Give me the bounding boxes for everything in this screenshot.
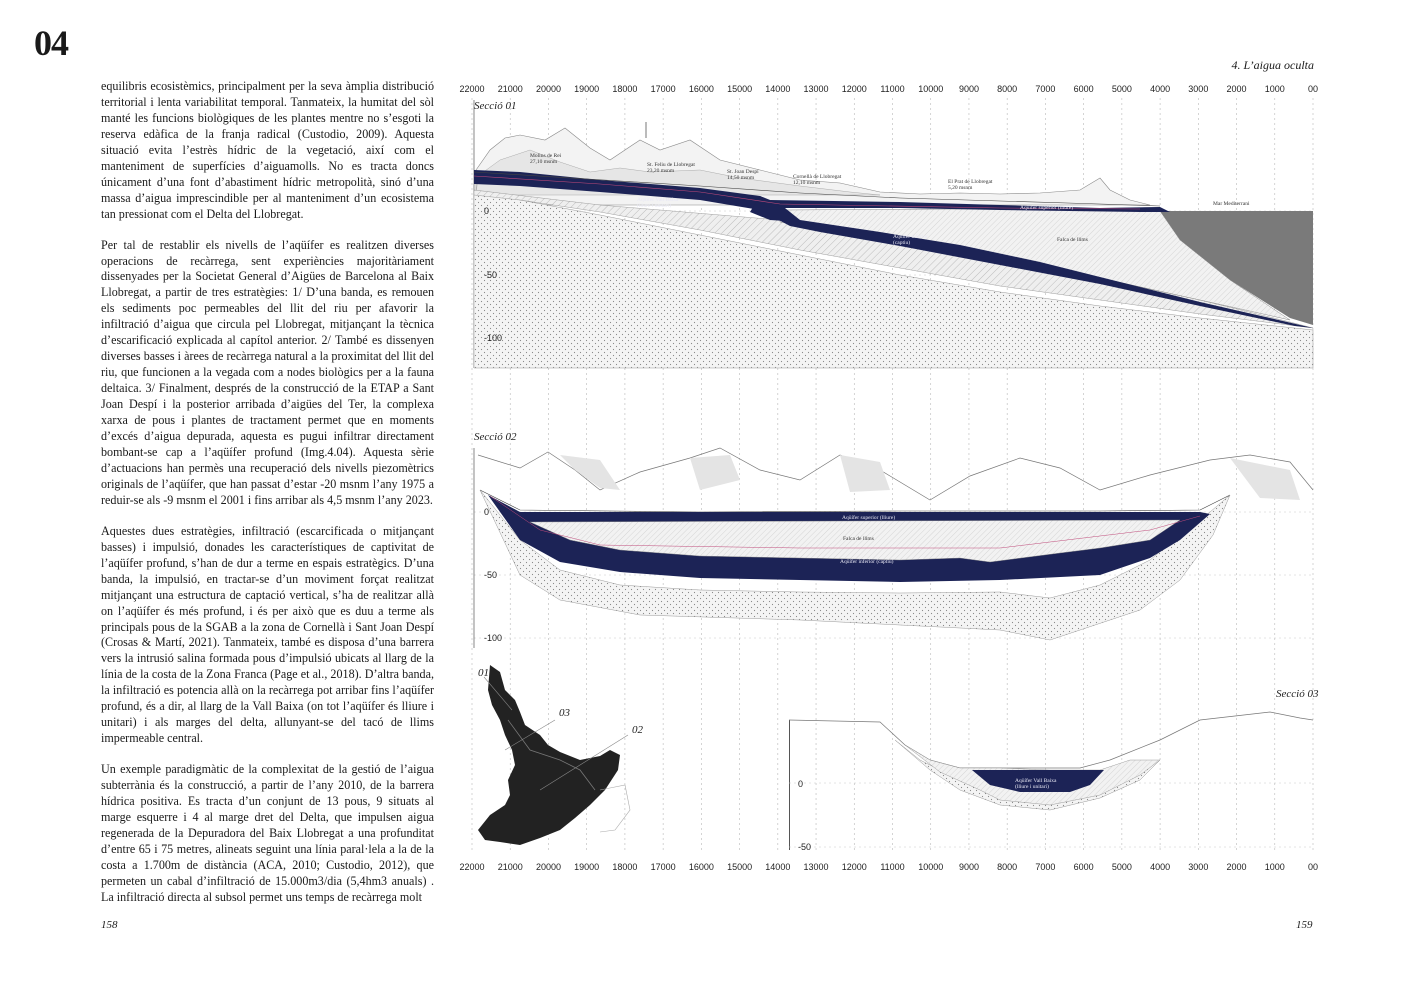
section-01-label: Secció 01 bbox=[474, 100, 517, 112]
depth-tick: -100 bbox=[484, 333, 503, 343]
section-02-label: Secció 02 bbox=[474, 431, 517, 443]
distance-tick-label: 22000 bbox=[459, 862, 485, 872]
distance-tick-label: 11000 bbox=[880, 84, 905, 94]
section-frame bbox=[789, 720, 790, 850]
distance-tick-label: 17000 bbox=[650, 862, 676, 872]
map-label: 02 bbox=[632, 724, 643, 736]
paragraph: equilibris ecosistèmics, principalment per la seva àmplia distribució territorial i lenta variabilitat temporal. Tanmateix, la humitat del sòl manté les funcions biològiques de les plantes mentre no s’esgoti la reserva edàfica de la franja radical (Custodio, 2009). Aquesta situació evita l’estrès hídric de la vegetació, així com el manteniment de superfícies d’aiguamolls. No es tracta doncs únicament d’una font d’abastiment hídric metropolità, sinó d’una massa d’aigua imprescindible per al manteniment d’un ecosistema tan pressionat com el Delta del Llobregat. bbox=[101, 79, 434, 221]
sea-label: Mar Mediterrani bbox=[1213, 201, 1250, 207]
aquifer-label: Aqüífer superior (lliure) bbox=[842, 515, 896, 521]
coast-outline bbox=[600, 785, 630, 832]
distance-tick-label: 7000 bbox=[1035, 862, 1056, 872]
place-name: St. Feliu de Llobregat bbox=[647, 162, 695, 168]
distance-tick-label: 13000 bbox=[803, 84, 829, 94]
distance-tick-label: 20000 bbox=[535, 84, 561, 94]
page-number-right: 159 bbox=[1296, 919, 1313, 931]
section-03-label: Secció 03 bbox=[1276, 688, 1319, 700]
distance-tick-label: 12000 bbox=[841, 84, 867, 94]
depth-tick: -50 bbox=[484, 270, 498, 280]
distance-tick-label: 10000 bbox=[918, 84, 944, 94]
aquifer-label: Aqüífer inferior (captiu) bbox=[840, 559, 894, 565]
aquifer-label: Aqüífer Vall Baixa bbox=[637, 197, 679, 203]
map-label: 01 bbox=[478, 667, 489, 679]
distance-tick-label: 21000 bbox=[497, 84, 523, 94]
distance-tick-label: 19000 bbox=[574, 84, 600, 94]
topography bbox=[789, 712, 1313, 768]
paragraph: Per tal de restablir els nivells de l’aqüífer es realitzen diverses operacions de recàrrega, sent experiències majoritàriament dissenyades per la Societat General d’Aigües de Barcelona al Baix Llobregat, a partir de tres estratègies: 1/ D’una banda, es remouen els sediments poc permeables del llit del riu per afavorir la infiltració d’aigua que circula pel Llobregat, mitjançant la tècnica d’escarificació explicada al capítol anterior. 2/ També es dissenyen diverses basses i àrees de recàrrega natural a la proximitat del llit del riu, que funcionen a la vegada com a nodes biològics per a la fauna deltaica. 3/ Finalment, després de la construcció de la ETAP a Sant Joan Despí i la posterior arribada d’aigües del Ter, la complexa xarxa de pous i plantes de tractament permet que en moments d’excés d’aigua depurada, aquesta es pugui infiltrar directament bombant-se cap a l’aqüífer profund (Img.4.04). Aquesta sèrie d’actuacions han permès una recuperació dels nivells piezomètrics originals de l’aqüífer, que han passat d’estar -20 msnm l’any 1975 a reduir-se als -9 msnm el 2001 i fins arribar als 4,5 msnm l’any 2023. bbox=[101, 237, 434, 507]
map-label: 03 bbox=[559, 707, 570, 719]
depth-tick: 0 bbox=[484, 507, 490, 517]
distance-axis-top bbox=[459, 84, 1318, 94]
place-elevation: 23,20 msnm bbox=[647, 168, 675, 174]
hill-shade bbox=[690, 455, 740, 490]
distance-tick-label: 00 bbox=[1307, 862, 1319, 872]
hill-shade bbox=[840, 455, 890, 492]
distance-tick-label: 16000 bbox=[688, 862, 714, 872]
distance-tick-label: 20000 bbox=[535, 862, 561, 872]
distance-tick-label: 8000 bbox=[997, 84, 1018, 94]
aquifer-label-sub: (lliure i unitari) bbox=[637, 203, 671, 209]
section-title: 4. L’aigua oculta bbox=[1231, 58, 1314, 72]
distance-tick-label: 14000 bbox=[765, 862, 791, 872]
depth-tick: -50 bbox=[798, 842, 812, 852]
paragraph: Un exemple paradigmàtic de la complexitat de la gestió de l’aigua subterrània és la construcció, a partir de l’any 2010, de la barrera hídrica positiva. Es tracta d’un conjunt de 13 pous, 9 situats al marge esquerre i 4 al marge dret del Delta, que impulsen aigua regenerada de la Depuradora del Baix Llobregat a una profunditat d’entre 65 i 75 metres, alineats seguint una línia paral·lela a la de la costa a 1.700m de distància (ACA, 2010; Custodio, 2012), que permeten un cabal d’infiltració de 15.000m3/dia (5,4hm3 anuals) . La infiltració directa al subsol permet uns temps de recàrrega molt bbox=[101, 762, 434, 904]
distance-tick-label: 18000 bbox=[612, 862, 638, 872]
distance-tick-label: 14000 bbox=[765, 84, 791, 94]
distance-tick-label: 4000 bbox=[1150, 862, 1171, 872]
distance-tick-label: 6000 bbox=[1073, 862, 1094, 872]
distance-tick-label: 00 bbox=[1307, 84, 1319, 94]
paragraph: Aquestes dues estratègies, infiltració (escarcificada o mitjançant basses) i impulsió, donades les característiques de captivitat de l’aqüífer profund, s’han de dur a terme en espais estratègics. D’una banda, la impulsió, en tractar-se d’un moviment forçat realitzat mitjançant una estructura de captació vertical, s’ha de realitzar allà on l’aqüífer és més profund, i és per això que es duu a terme als principals pous de la SGAB a la zona de Cornellà i Sant Joan Despí (Crosas & Martí, 2021). Tanmateix, també es disposa d’una barrera vers la intrusió salina formada pous d’impulsió ubicats al llarg de la línia de la costa de la Zona Franca (Page et al., 2018). D’altra banda, la infiltració es potencia allà on la recàrrega pot arribar fins l’aqüífer profund, és a dir, al llarg de la Vall Baixa (on tot l’aqüífer és lliure i unitari) i als marges del delta, allunyant-se del tacó de llims impermeable central. bbox=[101, 523, 434, 746]
distance-tick-label: 5000 bbox=[1111, 84, 1132, 94]
distance-tick-label: 5000 bbox=[1111, 862, 1132, 872]
aquifer-label: Aqüífer superior (lliure) bbox=[1020, 205, 1074, 211]
distance-tick-label: 15000 bbox=[727, 84, 753, 94]
distance-tick-label: 2000 bbox=[1226, 84, 1247, 94]
place-name: El Prat de Llobregat bbox=[948, 179, 993, 185]
location-map bbox=[478, 665, 644, 845]
ground-surface bbox=[480, 490, 1230, 512]
distance-tick-label: 10000 bbox=[918, 862, 944, 872]
section-01 bbox=[474, 100, 1313, 368]
aquifer-label: Aqüífer inferior bbox=[893, 234, 928, 240]
distance-tick-label: 18000 bbox=[612, 84, 638, 94]
page-number-left: 158 bbox=[101, 919, 118, 931]
distance-tick-label: 6000 bbox=[1073, 84, 1094, 94]
distance-tick-label: 21000 bbox=[497, 862, 523, 872]
chapter-number: 04 bbox=[34, 23, 68, 63]
depth-tick: -50 bbox=[484, 570, 498, 580]
distance-tick-label: 9000 bbox=[958, 862, 979, 872]
distance-tick-label: 17000 bbox=[650, 84, 676, 94]
distance-tick-label: 1000 bbox=[1264, 84, 1285, 94]
aquifer-label-sub: (lliure i unitari) bbox=[1015, 784, 1049, 790]
silt-wedge-label: Falca de llims bbox=[1057, 237, 1088, 243]
distance-tick-label: 11000 bbox=[880, 862, 905, 872]
delta-map bbox=[478, 665, 620, 845]
section-02 bbox=[474, 431, 1313, 648]
distance-tick-label: 15000 bbox=[727, 862, 753, 872]
depth-tick: 0 bbox=[798, 779, 804, 789]
distance-tick-label: 3000 bbox=[1188, 862, 1209, 872]
distance-tick-label: 9000 bbox=[958, 84, 979, 94]
distance-tick-label: 16000 bbox=[688, 84, 714, 94]
distance-tick-label: 1000 bbox=[1264, 862, 1285, 872]
silt-wedge-label: Falca de llims bbox=[843, 536, 874, 542]
depth-tick: -100 bbox=[484, 633, 503, 643]
place-name: Molins de Rei bbox=[530, 153, 562, 159]
section-03 bbox=[789, 688, 1319, 852]
place-elevation: 27,10 msnm bbox=[530, 159, 558, 165]
place-name: Cornellà de Llobregat bbox=[793, 174, 842, 180]
hill-shade bbox=[560, 455, 620, 490]
place-elevation: 5,20 msnm bbox=[948, 185, 973, 191]
distance-tick-label: 22000 bbox=[459, 84, 485, 94]
distance-tick-label: 2000 bbox=[1226, 862, 1247, 872]
place-elevation: 14,50 msnm bbox=[727, 175, 755, 181]
aquifer-label: Aqüífer Vall Baixa bbox=[1015, 778, 1057, 784]
distance-tick-label: 13000 bbox=[803, 862, 829, 872]
distance-axis-bottom bbox=[459, 862, 1318, 872]
place-elevation: 12,10 msnm bbox=[793, 180, 821, 186]
distance-tick-label: 3000 bbox=[1188, 84, 1209, 94]
aquifer-label-sub: (captiu) bbox=[893, 240, 911, 246]
depth-tick: 0 bbox=[484, 206, 490, 216]
distance-tick-label: 4000 bbox=[1150, 84, 1171, 94]
place-name: St. Joan Despí bbox=[727, 169, 759, 175]
distance-tick-label: 19000 bbox=[574, 862, 600, 872]
distance-tick-label: 8000 bbox=[997, 862, 1018, 872]
distance-tick-label: 12000 bbox=[841, 862, 867, 872]
hill-shade bbox=[1230, 458, 1300, 500]
distance-tick-label: 7000 bbox=[1035, 84, 1056, 94]
